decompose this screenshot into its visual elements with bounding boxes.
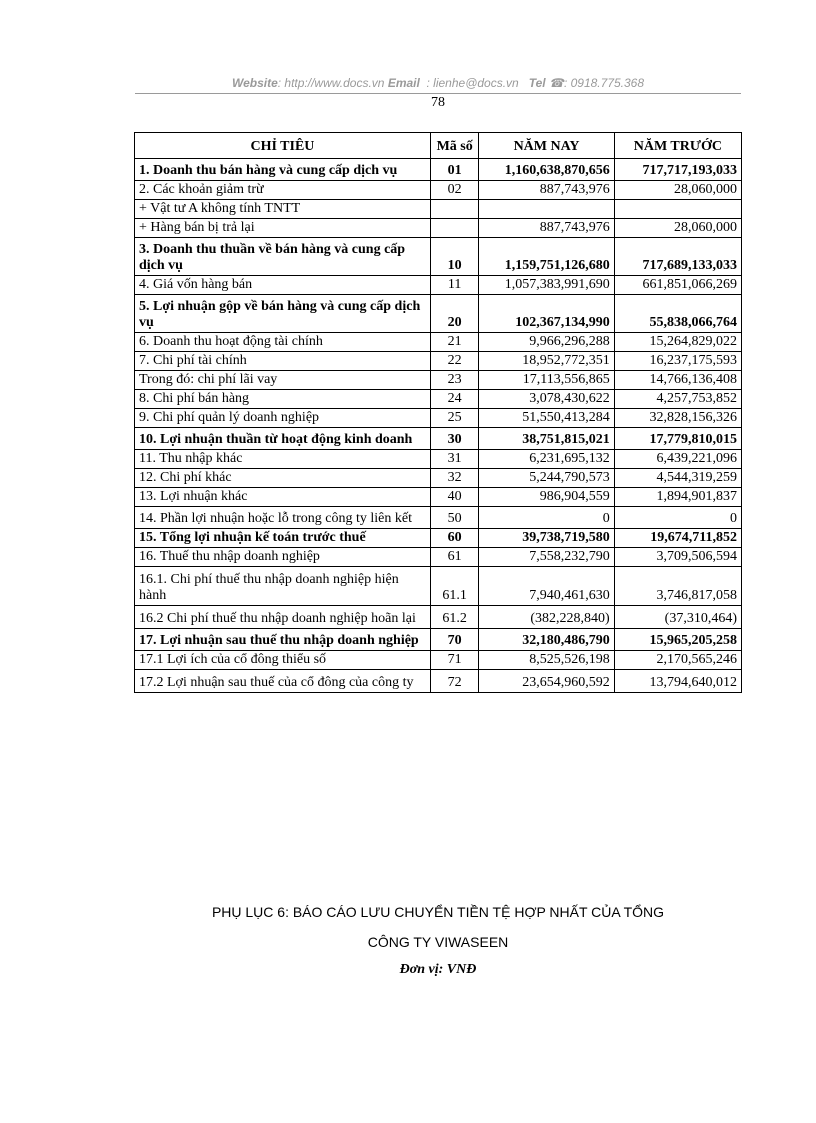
row-item: + Vật tư A không tính TNTT [135, 200, 431, 219]
row-this-year: 6,231,695,132 [479, 450, 614, 469]
row-code: 01 [430, 159, 478, 181]
table-row [135, 450, 742, 469]
row-code: 20 [430, 295, 478, 333]
row-code: 21 [430, 333, 478, 352]
row-item: 16. Thuế thu nhập doanh nghiệp [135, 548, 431, 567]
row-item: 9. Chi phí quản lý doanh nghiệp [135, 409, 431, 428]
row-this-year: 17,113,556,865 [479, 371, 614, 390]
table-row [135, 548, 742, 567]
row-last-year: 0 [614, 507, 741, 529]
row-item: 10. Lợi nhuận thuần từ hoạt động kinh doanh [135, 428, 431, 450]
row-last-year: 16,237,175,593 [614, 352, 741, 371]
row-item: 5. Lợi nhuận gộp về bán hàng và cung cấp dịch vụ [135, 295, 431, 333]
row-last-year: 55,838,066,764 [614, 295, 741, 333]
row-last-year: 15,965,205,258 [614, 629, 741, 651]
row-item: 3. Doanh thu thuần về bán hàng và cung cấp dịch vụ [135, 238, 431, 276]
header-divider [135, 93, 741, 94]
row-last-year: 13,794,640,012 [614, 670, 741, 693]
table-row [135, 276, 742, 295]
row-this-year: 8,525,526,198 [479, 651, 614, 670]
table-row [135, 488, 742, 507]
row-item: 11. Thu nhập khác [135, 450, 431, 469]
table-row [135, 651, 742, 670]
row-code: 72 [430, 670, 478, 693]
table-row [135, 352, 742, 371]
row-code: 31 [430, 450, 478, 469]
row-last-year: 28,060,000 [614, 219, 741, 238]
row-code: 60 [430, 529, 478, 548]
header-code: Mã số [430, 133, 478, 159]
page-header [135, 76, 741, 90]
header-item: CHỈ TIÊU [135, 133, 431, 159]
header-this-year: NĂM NAY [479, 133, 614, 159]
row-code: 32 [430, 469, 478, 488]
row-last-year: 15,264,829,022 [614, 333, 741, 352]
row-code: 11 [430, 276, 478, 295]
income-statement-table [134, 132, 742, 693]
table-row [135, 219, 742, 238]
row-this-year: 51,550,413,284 [479, 409, 614, 428]
table-row [135, 390, 742, 409]
row-last-year: 6,439,221,096 [614, 450, 741, 469]
table-row [135, 529, 742, 548]
row-this-year: 38,751,815,021 [479, 428, 614, 450]
row-item: 1. Doanh thu bán hàng và cung cấp dịch vụ [135, 159, 431, 181]
website-label: Website [231, 76, 278, 90]
row-item: 13. Lợi nhuận khác [135, 488, 431, 507]
row-item: 16.2 Chi phí thuế thu nhập doanh nghiệp hoãn lại [135, 606, 431, 629]
row-last-year: 14,766,136,408 [614, 371, 741, 390]
tel-value: ☎: 0918.775.368 [549, 76, 645, 90]
row-this-year: 23,654,960,592 [479, 670, 614, 693]
row-item: 2. Các khoản giảm trừ [135, 181, 431, 200]
table-row [135, 629, 742, 651]
row-code: 61.1 [430, 567, 478, 606]
table-row [135, 409, 742, 428]
row-item: 14. Phần lợi nhuận hoặc lỗ trong công ty liên kết [135, 507, 431, 529]
row-code: 10 [430, 238, 478, 276]
table-row [135, 428, 742, 450]
table-row [135, 371, 742, 390]
row-code: 61.2 [430, 606, 478, 629]
row-this-year: 3,078,430,622 [479, 390, 614, 409]
row-this-year: 9,966,296,288 [479, 333, 614, 352]
row-code: 24 [430, 390, 478, 409]
row-last-year: 3,746,817,058 [614, 567, 741, 606]
row-last-year: 3,709,506,594 [614, 548, 741, 567]
row-item: 6. Doanh thu hoạt động tài chính [135, 333, 431, 352]
page-number: 78 [431, 95, 445, 110]
row-this-year: 986,904,559 [479, 488, 614, 507]
currency-unit: Đơn vị: VNĐ [399, 962, 477, 977]
row-code [430, 219, 478, 238]
table-row [135, 295, 742, 333]
row-this-year: 39,738,719,580 [479, 529, 614, 548]
row-last-year: 661,851,066,269 [614, 276, 741, 295]
row-item: + Hàng bán bị trả lại [135, 219, 431, 238]
table-header-row [135, 133, 742, 159]
row-this-year: 887,743,976 [479, 219, 614, 238]
row-last-year: 4,544,319,259 [614, 469, 741, 488]
row-this-year: 18,952,772,351 [479, 352, 614, 371]
row-item: 7. Chi phí tài chính [135, 352, 431, 371]
row-item: 17. Lợi nhuận sau thuế thu nhập doanh nghiệp [135, 629, 431, 651]
row-last-year: 717,689,133,033 [614, 238, 741, 276]
row-item: Trong đó: chi phí lãi vay [135, 371, 431, 390]
row-last-year: 1,894,901,837 [614, 488, 741, 507]
row-last-year [614, 200, 741, 219]
row-item: 15. Tổng lợi nhuận kế toán trước thuế [135, 529, 431, 548]
row-this-year: 102,367,134,990 [479, 295, 614, 333]
table-row [135, 567, 742, 606]
row-code: 25 [430, 409, 478, 428]
row-this-year: (382,228,840) [479, 606, 614, 629]
row-last-year: 2,170,565,246 [614, 651, 741, 670]
row-item: 17.2 Lợi nhuận sau thuế của cổ đông của công ty [135, 670, 431, 693]
table-row [135, 181, 742, 200]
row-last-year: 4,257,753,852 [614, 390, 741, 409]
table-row [135, 159, 742, 181]
row-code: 02 [430, 181, 478, 200]
table-row [135, 238, 742, 276]
table-row [135, 469, 742, 488]
appendix-title [135, 897, 741, 957]
table-row [135, 200, 742, 219]
row-this-year: 0 [479, 507, 614, 529]
row-code: 30 [430, 428, 478, 450]
row-this-year: 1,057,383,991,690 [479, 276, 614, 295]
row-last-year: 19,674,711,852 [614, 529, 741, 548]
header-last-year: NĂM TRƯỚC [614, 133, 741, 159]
row-this-year: 5,244,790,573 [479, 469, 614, 488]
row-last-year: 717,717,193,033 [614, 159, 741, 181]
row-this-year [479, 200, 614, 219]
row-this-year: 887,743,976 [479, 181, 614, 200]
row-item: 4. Giá vốn hàng bán [135, 276, 431, 295]
row-this-year: 32,180,486,790 [479, 629, 614, 651]
row-code: 50 [430, 507, 478, 529]
table-row [135, 606, 742, 629]
row-code: 40 [430, 488, 478, 507]
table-row [135, 670, 742, 693]
row-this-year: 7,558,232,790 [479, 548, 614, 567]
row-item: 17.1 Lợi ích của cổ đông thiểu số [135, 651, 431, 670]
row-this-year: 1,160,638,870,656 [479, 159, 614, 181]
website-value: : http://www.docs.vn [277, 76, 385, 90]
table-row [135, 507, 742, 529]
row-last-year: 17,779,810,015 [614, 428, 741, 450]
row-last-year: (37,310,464) [614, 606, 741, 629]
row-item: 12. Chi phí khác [135, 469, 431, 488]
row-code: 70 [430, 629, 478, 651]
email-value: : lienhe@docs.vn [426, 76, 519, 90]
row-code: 23 [430, 371, 478, 390]
row-item: 16.1. Chi phí thuế thu nhập doanh nghiệp hiện hành [135, 567, 431, 606]
row-last-year: 28,060,000 [614, 181, 741, 200]
row-this-year: 1,159,751,126,680 [479, 238, 614, 276]
row-code: 22 [430, 352, 478, 371]
tel-label: Tel [528, 76, 546, 90]
row-code: 71 [430, 651, 478, 670]
appendix-title-line2: CÔNG TY VIWASEEN [367, 934, 509, 950]
row-code: 61 [430, 548, 478, 567]
email-label: Email [387, 76, 420, 90]
row-this-year: 7,940,461,630 [479, 567, 614, 606]
row-code [430, 200, 478, 219]
row-item: 8. Chi phí bán hàng [135, 390, 431, 409]
row-last-year: 32,828,156,326 [614, 409, 741, 428]
appendix-title-line1: PHỤ LỤC 6: BÁO CÁO LƯU CHUYỂN TIỀN TỆ HỢP NHẤT CỦA TỔNG [211, 904, 665, 920]
table-row [135, 333, 742, 352]
